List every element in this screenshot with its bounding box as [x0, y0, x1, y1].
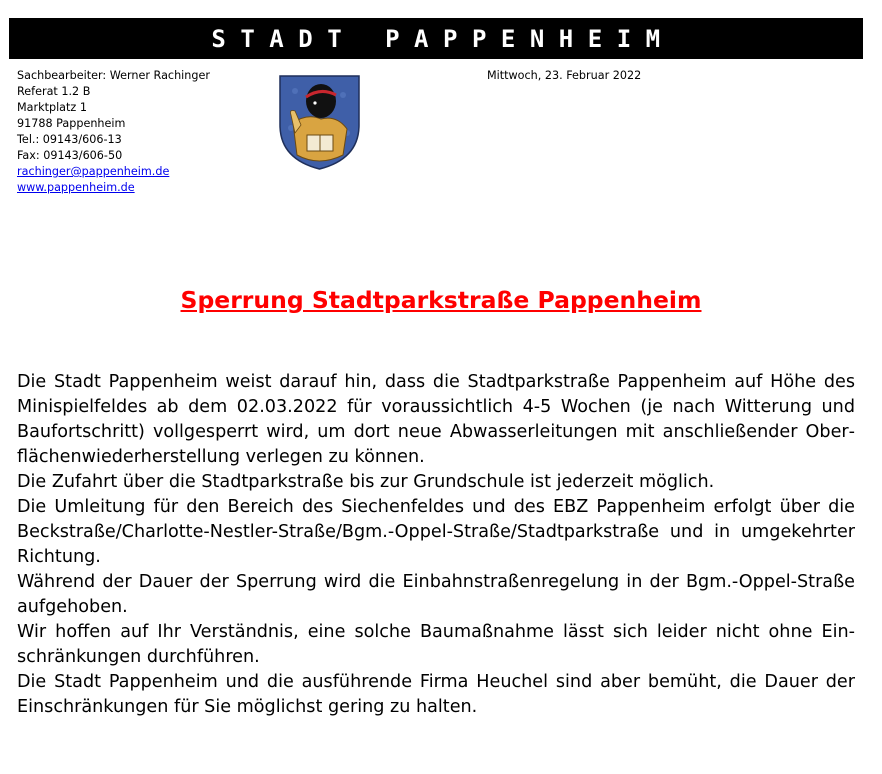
paragraph: Wir hoffen auf Ihr Verständnis, eine solche Baumaßnahme lässt sich leider nicht ohne Einschränkungen durchführen. — [17, 622, 855, 667]
sender-department: Referat 1.2 B — [17, 85, 91, 98]
sender-fax: Fax: 09143/606-50 — [17, 149, 123, 162]
letterhead-title: STADT PAPPENHEIM — [9, 18, 863, 59]
email-link[interactable]: rachinger@pappenheim.de — [17, 165, 170, 178]
paragraph: Während der Dauer der Sperrung wird die Einbahnstraßenregelung in der Bgm.-Oppel-Straße aufgehoben. — [17, 572, 855, 617]
page-title: Sperrung Stadtparkstraße Pappenheim — [180, 286, 702, 314]
coat-of-arms-icon — [277, 73, 362, 171]
crest-figure-head — [306, 84, 336, 118]
paragraph: Die Stadt Pappenheim und die ausführende Firma Heuchel sind aber bemüht, die Dauer der Einschränkungen für Sie möglichst gering zu halten. — [17, 672, 855, 717]
paragraph: Die Zufahrt über die Stadtparkstraße bis zur Grundschule ist jederzeit möglich. — [17, 472, 715, 492]
body-text — [17, 370, 855, 720]
letter-date: Mittwoch, 23. Februar 2022 — [487, 69, 642, 82]
website-link[interactable]: www.pappenheim.de — [17, 181, 135, 194]
sender-street: Marktplatz 1 — [17, 101, 87, 114]
sender-block — [17, 68, 210, 196]
sender-name: Sachbearbeiter: Werner Rachinger — [17, 69, 210, 82]
paragraph: Die Stadt Pappenheim weist darauf hin, dass die Stadtparkstraße Pappenheim auf Höhe des Minispielfeldes ab dem 02.03.2022 für voraussichtlich 4-5 Wochen (je nach Witterung und Baufortschritt) vollgesperrt wird, um dort neue Abwasserleitungen mit anschließender Oberflächenwiederherstellung verlegen zu können. — [17, 372, 855, 467]
sender-phone: Tel.: 09143/606-13 — [17, 133, 122, 146]
sender-city: 91788 Pappenheim — [17, 117, 126, 130]
paragraph: Die Umleitung für den Bereich des Siechenfeldes und des EBZ Pappenheim erfolgt über die Beckstraße/Charlotte-Nestler-Straße/Bgm.-Oppel-Straße/Stadtparkstraße und in umgekehrter Richtung. — [17, 497, 855, 567]
